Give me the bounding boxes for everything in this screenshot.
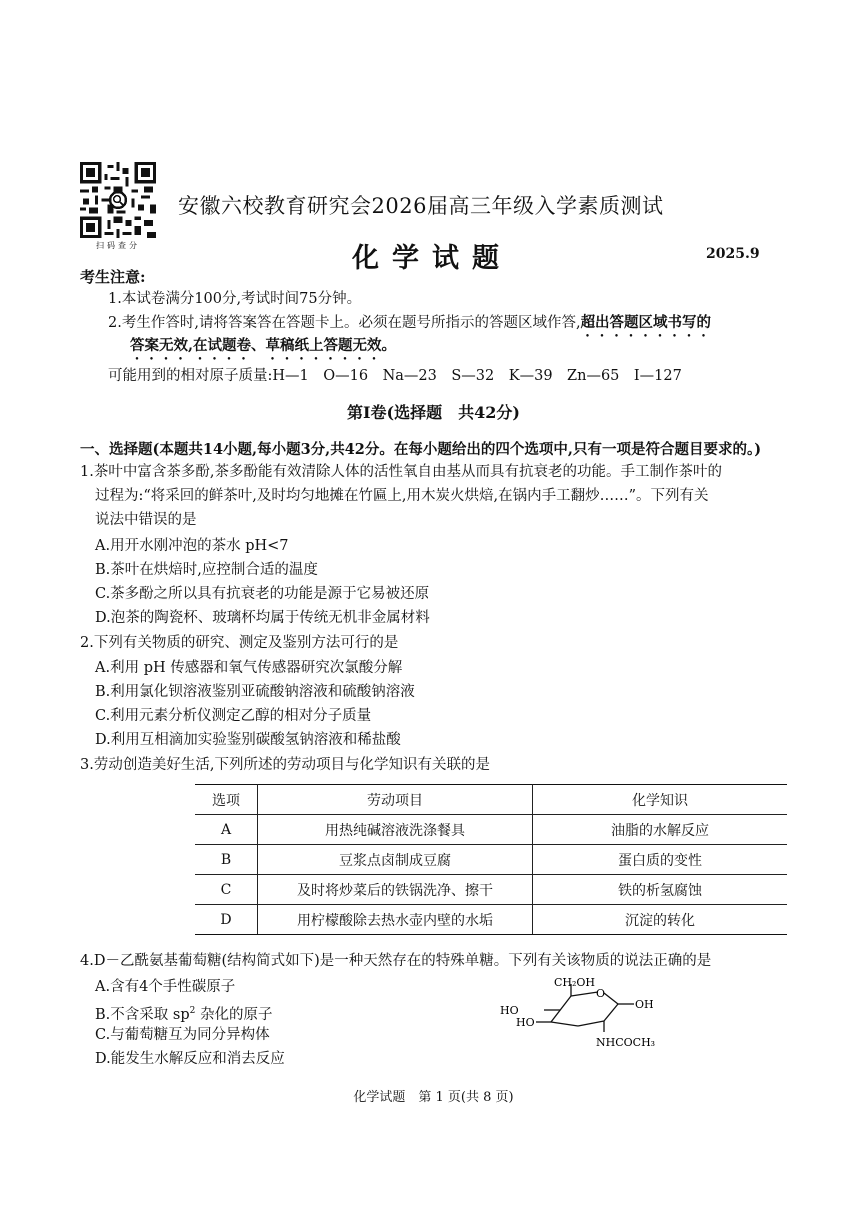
page-footer: 化学试题 第 1 页(共 8 页) bbox=[353, 1090, 514, 1105]
q2-option-d: D.利用互相滴加实验鉴别碳酸氢钠溶液和稀盐酸 bbox=[95, 732, 401, 748]
label-oh-right: OH bbox=[635, 998, 654, 1011]
q2-stem: 2.下列有关物质的研究、测定及鉴别方法可行的是 bbox=[80, 635, 399, 651]
q1-stem-line3: 说法中错误的是 bbox=[95, 512, 197, 528]
q3-stem: 3.劳动创造美好生活,下列所述的劳动项目与化学知识有关联的是 bbox=[80, 757, 490, 773]
label-ch2oh: CH₂OH bbox=[554, 976, 596, 989]
section-instructions: 一、选择题(本题共14小题,每小题3分,共42分。在每小题给出的四个选项中,只有一项是符合题目要求的。) bbox=[80, 441, 762, 458]
table-header-cell: 选项 bbox=[195, 785, 258, 815]
glucosamine-structure-diagram bbox=[496, 974, 676, 1056]
table-row bbox=[195, 815, 787, 845]
table-row bbox=[195, 905, 787, 935]
exam-date: 2025.9 bbox=[706, 246, 760, 262]
q4-option-a: A.含有4个手性碳原子 bbox=[95, 979, 236, 995]
label-ho-upper: HO bbox=[500, 1004, 519, 1017]
table-cell: C bbox=[195, 875, 258, 905]
table-header-cell: 劳动项目 bbox=[258, 785, 533, 815]
subject-title: 化学试题 bbox=[352, 243, 512, 274]
label-nhcoch3: NHCOCH₃ bbox=[596, 1036, 656, 1049]
notice-heading: 考生注意: bbox=[80, 268, 146, 286]
table-cell: 用热纯碱溶液洗涤餐具 bbox=[258, 815, 533, 845]
table-cell: 及时将炒菜后的铁锅洗净、擦干 bbox=[258, 875, 533, 905]
q4-option-b: B.不含采取 $sp^2$ 杂化的原子 bbox=[95, 1006, 273, 1023]
notice-item-1: 1.本试卷满分100分,考试时间75分钟。 bbox=[108, 291, 362, 307]
org-title: 安徽六校教育研究会2026届高三年级入学素质测试 bbox=[178, 194, 664, 218]
table-header-cell: 化学知识 bbox=[533, 785, 788, 815]
q1-stem-line2: 过程为:“将采回的鲜茶叶,及时均匀地摊在竹匾上,用木炭火烘焙,在锅内手工翻炒……”。下列有关 bbox=[95, 488, 709, 504]
notice-emphasis-b: 答案无效,在试题卷、草稿纸上答题无效。 bbox=[130, 337, 397, 354]
q4-stem: 4.D－乙酰氨基葡萄糖(结构简式如下)是一种天然存在的特殊单糖。下列有关该物质的说法正确的是 bbox=[80, 953, 712, 969]
table-cell: A bbox=[195, 815, 258, 845]
table-cell: 用柠檬酸除去热水壶内壁的水垢 bbox=[258, 905, 533, 935]
table-row bbox=[195, 875, 787, 905]
q2-option-a: A.利用 pH 传感器和氧气传感器研究次氯酸分解 bbox=[95, 660, 403, 676]
table-header-row bbox=[195, 785, 787, 815]
q4-option-d: D.能发生水解反应和消去反应 bbox=[95, 1051, 285, 1067]
notice-item-2: 2.考生作答时,请将答案答在答题卡上。必须在题号所指示的答题区域作答,超出答题区域书写的 bbox=[108, 314, 712, 331]
q1-option-c: C.茶多酚之所以具有抗衰老的功能是源于它易被还原 bbox=[95, 586, 430, 602]
label-ho-lower: HO bbox=[516, 1016, 535, 1029]
q2-option-b: B.利用氯化钡溶液鉴别亚硫酸钠溶液和硫酸钠溶液 bbox=[95, 684, 415, 700]
section-title: 第Ⅰ卷(选择题 共42分) bbox=[347, 403, 520, 422]
label-ring-o: O bbox=[596, 987, 606, 1000]
table-cell: D bbox=[195, 905, 258, 935]
q4-option-c: C.与葡萄糖互为同分异构体 bbox=[95, 1027, 270, 1043]
atomic-masses: 可能用到的相对原子质量:H—1 O—16 Na—23 S—32 K—39 Zn—65 I—127 bbox=[108, 368, 682, 384]
q1-option-a: A.用开水刚冲泡的茶水 pH<7 bbox=[95, 538, 289, 554]
q1-option-d: D.泡茶的陶瓷杯、玻璃杯均属于传统无机非金属材料 bbox=[95, 610, 430, 626]
table-cell: B bbox=[195, 845, 258, 875]
table-cell: 蛋白质的变性 bbox=[533, 845, 788, 875]
table-cell: 沉淀的转化 bbox=[533, 905, 788, 935]
table-cell: 豆浆点卤制成豆腐 bbox=[258, 845, 533, 875]
q1-stem-line1: 1.茶叶中富含茶多酚,茶多酚能有效清除人体的活性氧自由基从而具有抗衰老的功能。手工制作茶叶的 bbox=[80, 464, 722, 480]
table-row bbox=[195, 845, 787, 875]
table-cell: 铁的析氢腐蚀 bbox=[533, 875, 788, 905]
q1-option-b: B.茶叶在烘焙时,应控制合适的温度 bbox=[95, 562, 318, 578]
q3-table bbox=[195, 784, 787, 935]
qr-code-icon bbox=[80, 162, 156, 238]
qr-caption: 扫码查分 bbox=[96, 241, 140, 250]
table-cell: 油脂的水解反应 bbox=[533, 815, 788, 845]
notice-emphasis-a: 超出答题区域书写的 bbox=[580, 314, 712, 331]
q2-option-c: C.利用元素分析仪测定乙醇的相对分子质量 bbox=[95, 708, 372, 724]
